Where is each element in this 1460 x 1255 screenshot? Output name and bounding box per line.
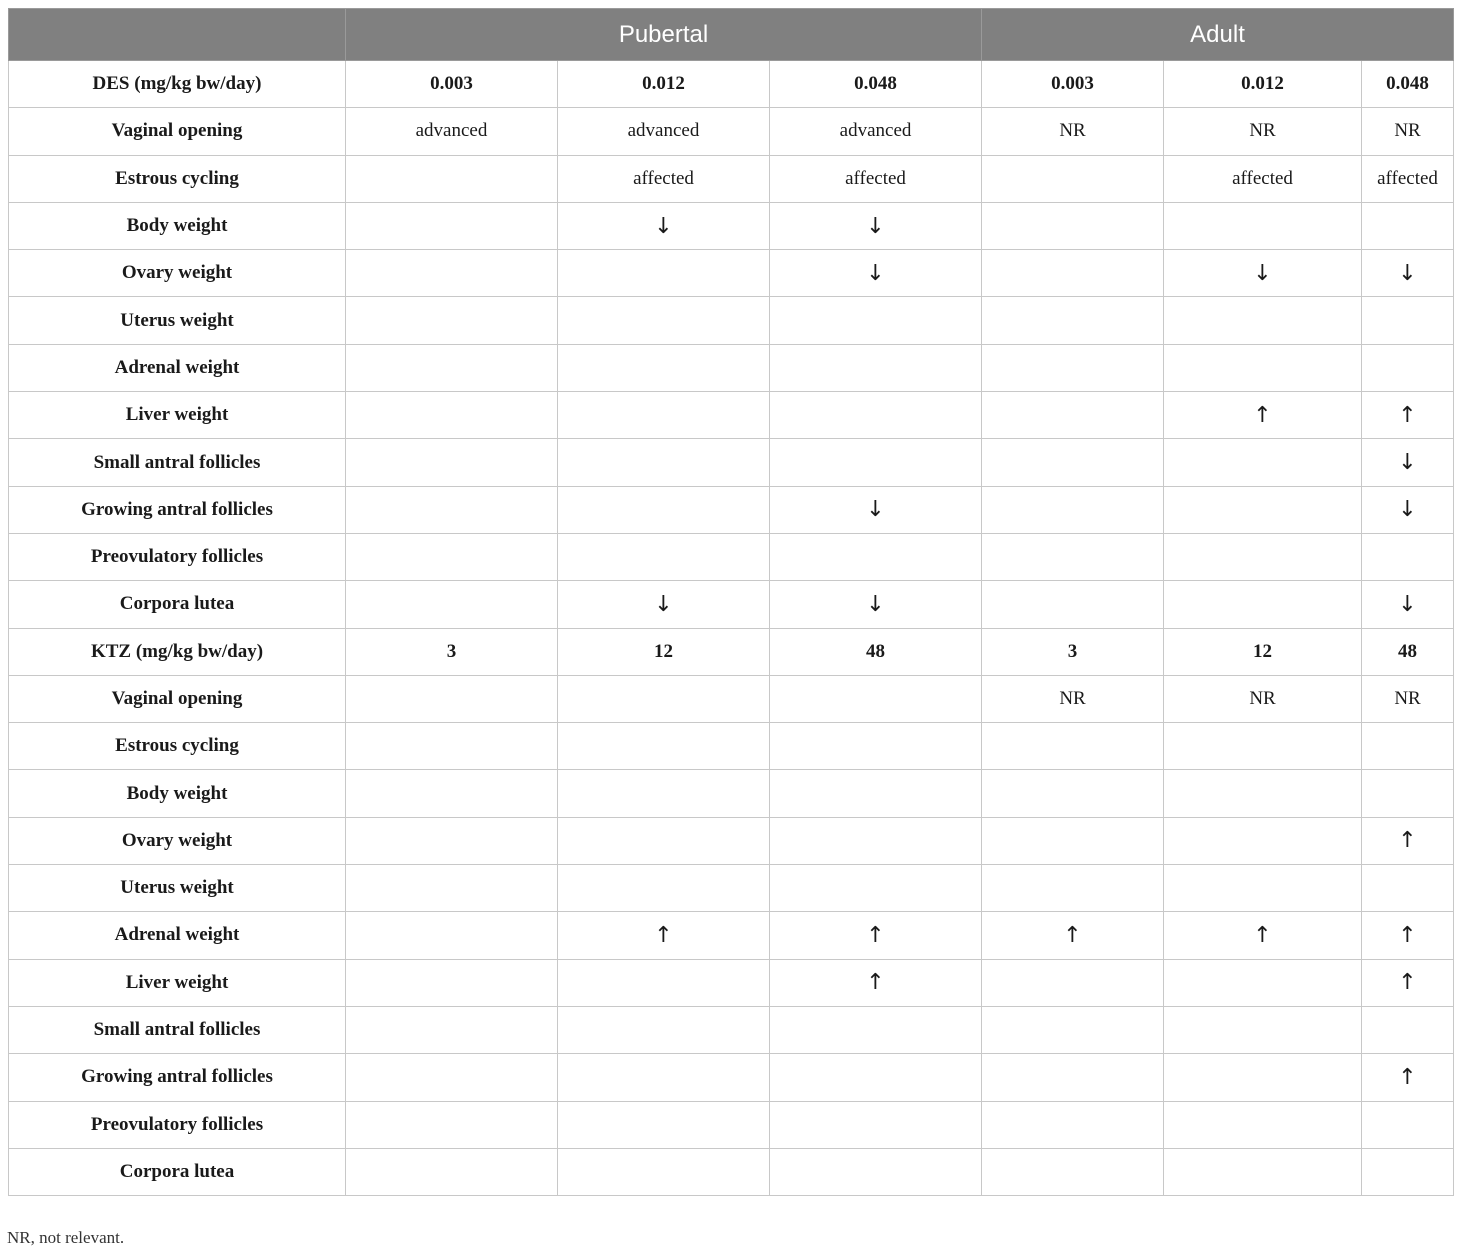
table-cell xyxy=(770,1054,982,1101)
table-cell: advanced xyxy=(558,108,770,155)
table-row xyxy=(9,533,1454,580)
decrease-arrow-icon: ↓ xyxy=(558,202,770,249)
increase-arrow-icon: ↑ xyxy=(1164,392,1362,439)
table-cell xyxy=(346,439,558,486)
dose-label: KTZ (mg/kg bw/day) xyxy=(9,628,346,675)
decrease-arrow-icon: ↓ xyxy=(770,581,982,628)
table-cell xyxy=(1164,817,1362,864)
table-cell xyxy=(1164,581,1362,628)
table-cell xyxy=(346,865,558,912)
row-label: Body weight xyxy=(9,770,346,817)
dose-row xyxy=(9,61,1454,108)
table-cell xyxy=(1164,533,1362,580)
table-cell xyxy=(982,770,1164,817)
table-row xyxy=(9,723,1454,770)
table-cell xyxy=(1164,1006,1362,1053)
table-cell xyxy=(558,297,770,344)
table-cell: affected xyxy=(1164,155,1362,202)
table-cell xyxy=(346,344,558,391)
header-adult: Adult xyxy=(982,9,1454,61)
decrease-arrow-icon: ↓ xyxy=(1362,439,1454,486)
table-cell xyxy=(770,1148,982,1195)
table-cell xyxy=(558,959,770,1006)
dose-value: 0.048 xyxy=(1362,61,1454,108)
table-row xyxy=(9,1054,1454,1101)
table-cell xyxy=(558,1101,770,1148)
row-label: Vaginal opening xyxy=(9,108,346,155)
table-cell xyxy=(770,723,982,770)
table-cell xyxy=(346,297,558,344)
table-cell xyxy=(558,439,770,486)
table-cell xyxy=(770,344,982,391)
table-row xyxy=(9,392,1454,439)
table-cell xyxy=(982,486,1164,533)
decrease-arrow-icon: ↓ xyxy=(770,250,982,297)
increase-arrow-icon: ↑ xyxy=(982,912,1164,959)
table-row xyxy=(9,297,1454,344)
table-cell xyxy=(1164,439,1362,486)
increase-arrow-icon: ↑ xyxy=(770,959,982,1006)
dose-value: 0.048 xyxy=(770,61,982,108)
row-label: Uterus weight xyxy=(9,865,346,912)
decrease-arrow-icon: ↓ xyxy=(770,202,982,249)
table-cell xyxy=(770,817,982,864)
table-cell xyxy=(982,392,1164,439)
decrease-arrow-icon: ↓ xyxy=(1362,250,1454,297)
row-label: Ovary weight xyxy=(9,250,346,297)
row-label: Ovary weight xyxy=(9,817,346,864)
table-cell: NR xyxy=(1362,108,1454,155)
table-cell xyxy=(558,1054,770,1101)
dose-value: 12 xyxy=(1164,628,1362,675)
table-cell xyxy=(1362,723,1454,770)
table-cell xyxy=(982,1101,1164,1148)
table-cell xyxy=(770,865,982,912)
table-cell: advanced xyxy=(346,108,558,155)
table-cell xyxy=(982,581,1164,628)
row-label: Estrous cycling xyxy=(9,155,346,202)
table-row xyxy=(9,439,1454,486)
table-cell xyxy=(558,533,770,580)
row-label: Growing antral follicles xyxy=(9,486,346,533)
decrease-arrow-icon: ↓ xyxy=(1164,250,1362,297)
table-cell xyxy=(558,817,770,864)
dose-value: 0.003 xyxy=(346,61,558,108)
table-cell xyxy=(982,533,1164,580)
table-cell xyxy=(982,439,1164,486)
table-cell xyxy=(982,1148,1164,1195)
decrease-arrow-icon: ↓ xyxy=(770,486,982,533)
decrease-arrow-icon: ↓ xyxy=(1362,581,1454,628)
table-row xyxy=(9,865,1454,912)
row-label: Small antral follicles xyxy=(9,439,346,486)
row-label: Adrenal weight xyxy=(9,344,346,391)
table-cell: NR xyxy=(982,675,1164,722)
dose-value: 48 xyxy=(1362,628,1454,675)
table-cell xyxy=(346,1006,558,1053)
table-row xyxy=(9,344,1454,391)
decrease-arrow-icon: ↓ xyxy=(1362,486,1454,533)
table-row xyxy=(9,770,1454,817)
table-cell: NR xyxy=(1164,108,1362,155)
increase-arrow-icon: ↑ xyxy=(770,912,982,959)
table-cell xyxy=(770,533,982,580)
table-cell xyxy=(558,675,770,722)
row-label: Liver weight xyxy=(9,959,346,1006)
table-row xyxy=(9,1006,1454,1053)
table-cell xyxy=(770,439,982,486)
table-cell xyxy=(346,1101,558,1148)
table-cell xyxy=(1164,1054,1362,1101)
increase-arrow-icon: ↑ xyxy=(1362,817,1454,864)
table-cell xyxy=(982,1006,1164,1053)
table-cell xyxy=(346,250,558,297)
table-row xyxy=(9,155,1454,202)
table-cell xyxy=(346,1054,558,1101)
table-cell xyxy=(1362,202,1454,249)
table-cell: affected xyxy=(1362,155,1454,202)
table-cell xyxy=(1164,723,1362,770)
table-cell xyxy=(982,817,1164,864)
table-cell xyxy=(1164,486,1362,533)
increase-arrow-icon: ↑ xyxy=(1362,959,1454,1006)
decrease-arrow-icon: ↓ xyxy=(558,581,770,628)
table-cell xyxy=(982,155,1164,202)
row-label: Preovulatory follicles xyxy=(9,533,346,580)
table-cell xyxy=(558,486,770,533)
table-row xyxy=(9,1101,1454,1148)
row-label: Vaginal opening xyxy=(9,675,346,722)
table-cell xyxy=(1362,1006,1454,1053)
table-row xyxy=(9,250,1454,297)
row-label: Uterus weight xyxy=(9,297,346,344)
table-row xyxy=(9,817,1454,864)
dose-value: 3 xyxy=(346,628,558,675)
table-cell xyxy=(982,297,1164,344)
increase-arrow-icon: ↑ xyxy=(1362,392,1454,439)
table-cell xyxy=(558,865,770,912)
table-cell: advanced xyxy=(770,108,982,155)
table-cell xyxy=(1164,297,1362,344)
table-cell xyxy=(982,1054,1164,1101)
table-cell xyxy=(770,770,982,817)
row-label: Estrous cycling xyxy=(9,723,346,770)
table-cell xyxy=(558,344,770,391)
table-cell xyxy=(346,392,558,439)
table-cell xyxy=(558,392,770,439)
table-cell: affected xyxy=(770,155,982,202)
row-label: Body weight xyxy=(9,202,346,249)
dose-value: 3 xyxy=(982,628,1164,675)
table-cell: affected xyxy=(558,155,770,202)
table-row xyxy=(9,1148,1454,1195)
dose-value: 0.012 xyxy=(1164,61,1362,108)
row-label: Preovulatory follicles xyxy=(9,1101,346,1148)
table-cell xyxy=(346,155,558,202)
table-row xyxy=(9,959,1454,1006)
dose-value: 12 xyxy=(558,628,770,675)
dose-label: DES (mg/kg bw/day) xyxy=(9,61,346,108)
table-row xyxy=(9,912,1454,959)
dose-value: 0.003 xyxy=(982,61,1164,108)
table-cell xyxy=(346,959,558,1006)
table-cell xyxy=(558,770,770,817)
table-cell xyxy=(1164,770,1362,817)
table-cell xyxy=(346,912,558,959)
table-cell xyxy=(982,959,1164,1006)
row-label: Corpora lutea xyxy=(9,581,346,628)
table-cell xyxy=(770,1101,982,1148)
table-cell: NR xyxy=(1362,675,1454,722)
table-cell xyxy=(1362,1148,1454,1195)
footnote: NR, not relevant. xyxy=(7,1228,125,1247)
table-cell xyxy=(1164,344,1362,391)
increase-arrow-icon: ↑ xyxy=(558,912,770,959)
table-cell xyxy=(1362,1101,1454,1148)
table-cell xyxy=(1164,202,1362,249)
table-row xyxy=(9,486,1454,533)
increase-arrow-icon: ↑ xyxy=(1362,912,1454,959)
increase-arrow-icon: ↑ xyxy=(1164,912,1362,959)
table-cell xyxy=(346,723,558,770)
table-cell xyxy=(770,297,982,344)
row-label: Growing antral follicles xyxy=(9,1054,346,1101)
table-cell xyxy=(346,817,558,864)
dose-row xyxy=(9,628,1454,675)
table-cell xyxy=(982,344,1164,391)
table-cell xyxy=(558,1148,770,1195)
row-label: Adrenal weight xyxy=(9,912,346,959)
table-cell xyxy=(1362,344,1454,391)
table-cell xyxy=(770,675,982,722)
table-cell xyxy=(982,202,1164,249)
table-cell xyxy=(1164,1148,1362,1195)
table-cell xyxy=(558,250,770,297)
table-cell xyxy=(346,533,558,580)
table-row xyxy=(9,108,1454,155)
row-label: Corpora lutea xyxy=(9,1148,346,1195)
table-row xyxy=(9,675,1454,722)
table-cell xyxy=(346,770,558,817)
table-cell xyxy=(346,581,558,628)
dose-value: 48 xyxy=(770,628,982,675)
increase-arrow-icon: ↑ xyxy=(1362,1054,1454,1101)
table-cell: NR xyxy=(1164,675,1362,722)
table-cell xyxy=(982,723,1164,770)
table-row xyxy=(9,581,1454,628)
table-cell xyxy=(1362,865,1454,912)
dose-value: 0.012 xyxy=(558,61,770,108)
table-cell xyxy=(982,865,1164,912)
table-cell xyxy=(346,202,558,249)
table-cell xyxy=(346,486,558,533)
table-cell xyxy=(1164,865,1362,912)
row-label: Small antral follicles xyxy=(9,1006,346,1053)
table-cell xyxy=(346,675,558,722)
table-cell: NR xyxy=(982,108,1164,155)
table-row xyxy=(9,202,1454,249)
table-cell xyxy=(1362,770,1454,817)
table-cell xyxy=(982,250,1164,297)
table-cell xyxy=(346,1148,558,1195)
row-label: Liver weight xyxy=(9,392,346,439)
table-cell xyxy=(1362,533,1454,580)
table-cell xyxy=(1362,297,1454,344)
table-cell xyxy=(770,392,982,439)
table-body xyxy=(9,61,1454,1196)
results-table xyxy=(8,8,1454,1196)
table-cell xyxy=(1164,959,1362,1006)
header-corner xyxy=(9,9,346,61)
header-pubertal: Pubertal xyxy=(346,9,982,61)
table-cell xyxy=(558,723,770,770)
header-row xyxy=(9,9,1454,61)
table-cell xyxy=(558,1006,770,1053)
table-cell xyxy=(770,1006,982,1053)
table-cell xyxy=(1164,1101,1362,1148)
